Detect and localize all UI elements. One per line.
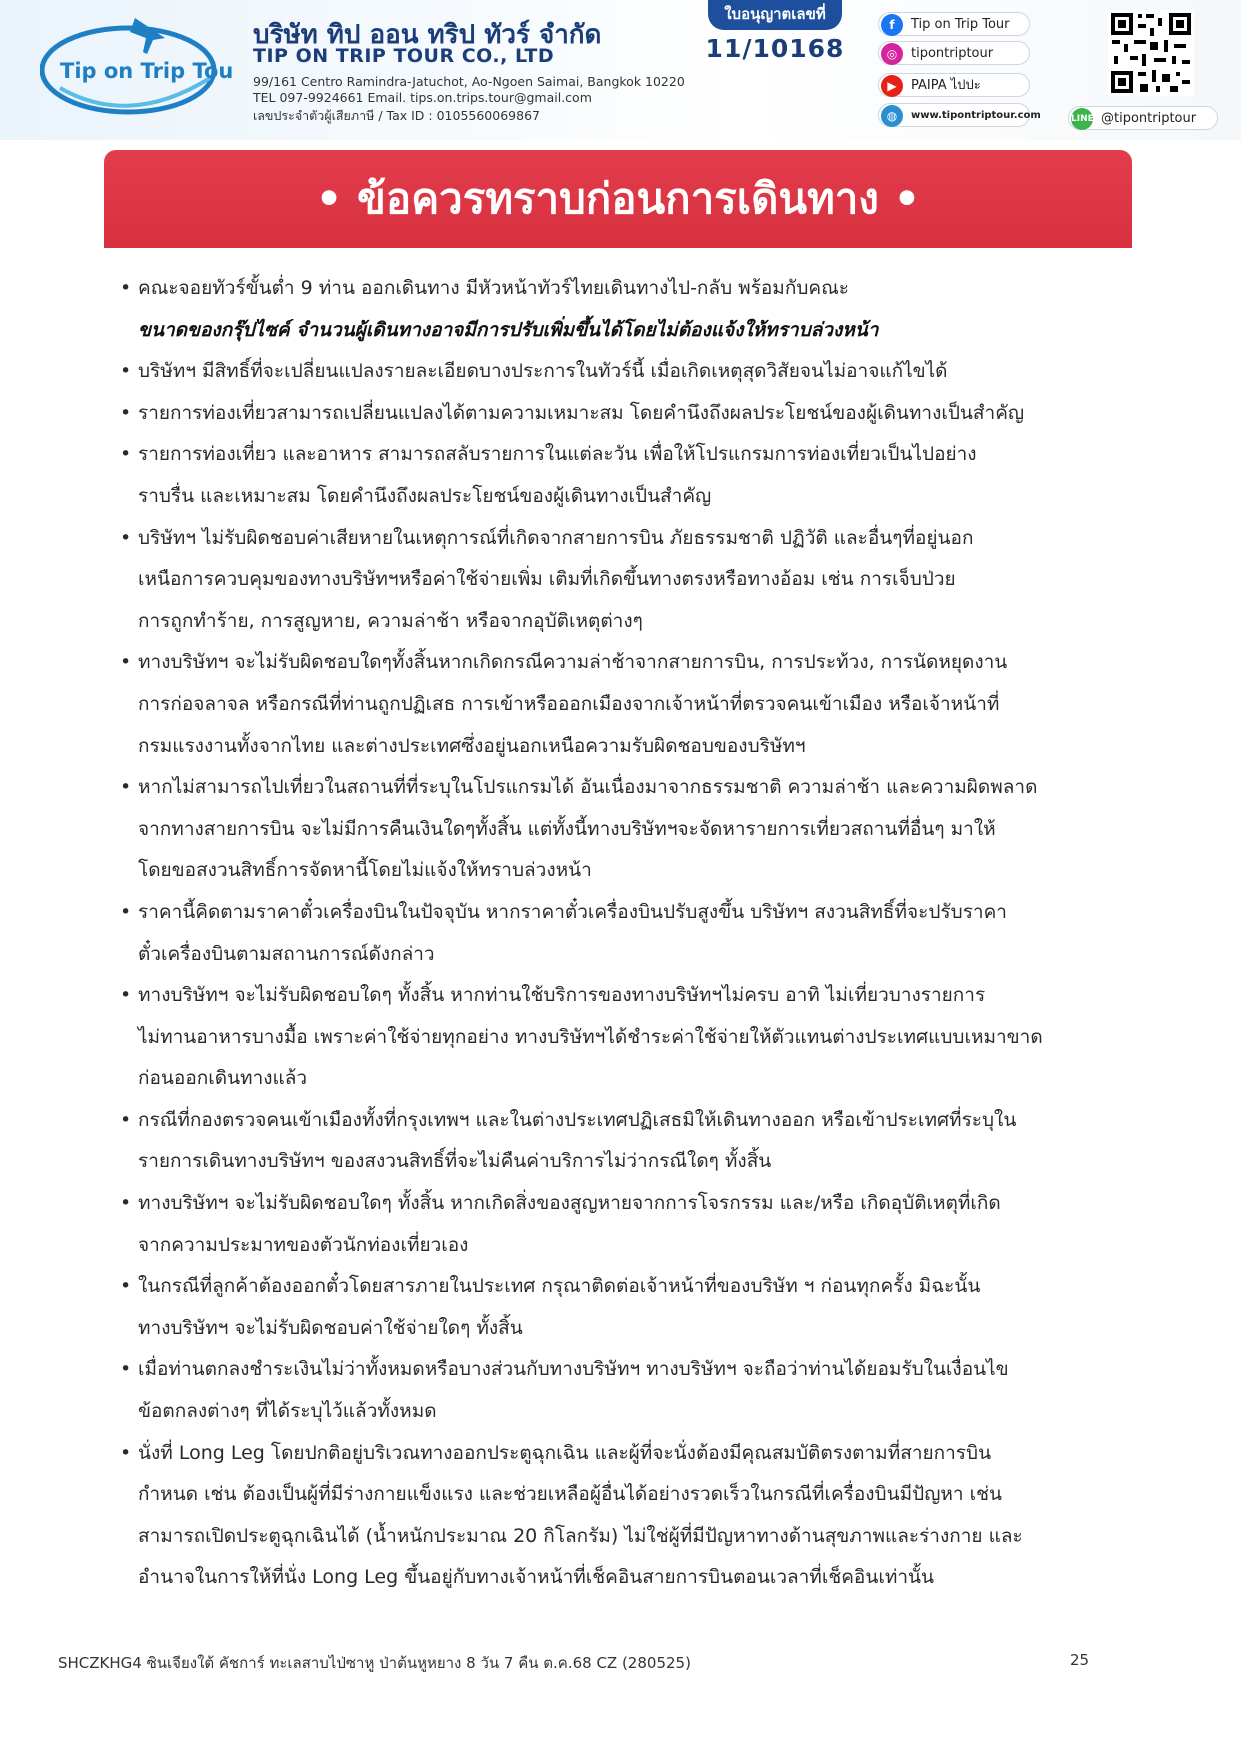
notice-line: • ทางบริษัทฯ จะไม่รับผิดชอบใดๆ ทั้งสิ้น หากเกิดสิ่งของสูญหายจากการโจรกรรม และ/หรือ เกิดอุบัติเหตุที่เกิด — [138, 1192, 1001, 1215]
instagram-icon: ◎ — [881, 43, 903, 65]
notice-line: จากความประมาทของตัวนักท่องเที่ยวเอง — [138, 1233, 469, 1256]
logo-text: Tip on Trip Tour — [60, 59, 235, 83]
notice-line: การก่อจลาจล หรือกรณีที่ท่านถูกปฏิเสธ การเข้าหรือออกเมืองจากเจ้าหน้าที่ตรวจคนเข้าเมือง หรือเจ้าหน้าที่ — [138, 692, 1000, 715]
notice-line: ก่อนออกเดินทางแล้ว — [138, 1067, 308, 1090]
notice-line: รายการเดินทางบริษัทฯ ของสงวนสิทธิ์ที่จะไม่คืนค่าบริการไม่ว่ากรณีใดๆ ทั้งสิ้น — [138, 1150, 772, 1173]
license-badge — [700, 0, 850, 62]
notice-item — [118, 975, 1128, 1100]
notice-line: • รายการท่องเที่ยวสามารถเปลี่ยนแปลงได้ตามความเหมาะสม โดยคำนึงถึงผลประโยชน์ของผู้เดินทางเป็นสำคัญ — [138, 401, 1025, 424]
license-label: ใบอนุญาตเลขที่ — [708, 0, 842, 30]
notice-item — [118, 892, 1128, 975]
page-header — [0, 0, 1241, 140]
notice-line: สามารถเปิดประตูฉุกเฉินได้ (น้ำหนักประมาณ 20 กิโลกรัม) ไม่ใช่ผู้ที่มีปัญหาทางด้านสุขภาพและร่างกาย และ — [138, 1524, 1023, 1547]
notice-line: ไม่ทานอาหารบางมื้อ เพราะค่าใช้จ่ายทุกอย่าง ทางบริษัทฯได้ชำระค่าใช้จ่ายให้ตัวแทนต่างประเทศแบบเหมาขาด — [138, 1025, 1043, 1048]
notice-line: กรมแรงงานทั้งจากไทย และต่างประเทศซึ่งอยู่นอกเหนือความรับผิดชอบของบริษัทฯ — [138, 734, 806, 757]
notice-line: • เมื่อท่านตกลงชำระเงินไม่ว่าทั้งหมดหรือบางส่วนกับทางบริษัทฯ ทางบริษัทฯ จะถือว่าท่านได้ยอมรับในเงื่อนไข — [138, 1358, 1009, 1381]
notice-line: ราบรื่น และเหมาะสม โดยคำนึงถึงผลประโยชน์ของผู้เดินทางเป็นสำคัญ — [138, 484, 712, 507]
notice-item — [118, 1100, 1128, 1183]
notice-line: ทางบริษัทฯ จะไม่รับผิดชอบค่าใช้จ่ายใดๆ ทั้งสิ้น — [138, 1316, 523, 1339]
company-contact: TEL 097-9924661 Email. tips.on.trips.tour@gmail.com — [253, 90, 592, 105]
notice-line: • บริษัทฯ ไม่รับผิดชอบค่าเสียหายในเหตุการณ์ที่เกิดจากสายการบิน ภัยธรรมชาติ ปฏิวัติ และอื่นๆที่อยู่นอก — [138, 526, 974, 549]
youtube-label: PAIPA ไปปะ — [911, 78, 981, 93]
company-address: 99/161 Centro Ramindra-Jatuchot, Ao-Ngoen Saimai, Bangkok 10220 — [253, 74, 685, 89]
page-number: 25 — [1070, 1651, 1090, 1669]
license-number: 11/10168 — [705, 34, 845, 63]
notice-item — [118, 351, 1128, 393]
company-name-english: TIP ON TRIP TOUR CO., LTD — [253, 45, 555, 67]
notice-line: • ในกรณีที่ลูกค้าต้องออกตั๋วโดยสารภายในประเทศ กรุณาติดต่อเจ้าหน้าที่ของบริษัท ฯ ก่อนทุกครั้ง มิฉะนั้น — [138, 1275, 981, 1298]
notice-item — [118, 434, 1128, 517]
company-logo — [40, 8, 235, 123]
notice-item — [118, 1266, 1128, 1349]
section-title: • ข้อควรทราบก่อนการเดินทาง • — [315, 174, 921, 223]
notice-line: • ทางบริษัทฯ จะไม่รับผิดชอบใดๆทั้งสิ้นหากเกิดกรณีความล่าช้าจากสายการบิน, การประท้วง, การนัดหยุดงาน — [138, 651, 1008, 674]
notice-item — [118, 1183, 1128, 1266]
notice-line: • นั่งที่ Long Leg โดยปกติอยู่บริเวณทางออกประตูฉุกเฉิน และผู้ที่จะนั่งต้องมีคุณสมบัติตรงตามที่สายการบิน — [138, 1441, 992, 1464]
youtube-icon: ▶ — [881, 75, 903, 97]
notice-line: เหนือการควบคุมของทางบริษัทฯหรือค่าใช้จ่ายเพิ่ม เติมที่เกิดขึ้นทางตรงหรือทางอ้อม เช่น การเจ็บป่วย — [138, 568, 956, 591]
notice-line: • ทางบริษัทฯ จะไม่รับผิดชอบใดๆ ทั้งสิ้น หากท่านใช้บริการของทางบริษัทฯไม่ครบ อาทิ ไม่เที่ยวบางรายการ — [138, 984, 986, 1007]
notice-line: โดยขอสงวนสิทธิ์การจัดหานี้โดยไม่แจ้งให้ทราบล่วงหน้า — [138, 859, 592, 882]
facebook-label: Tip on Trip Tour — [911, 17, 1010, 32]
footer-program-code: SHCZKHG4 ซินเจียงใต้ คัชการ์ ทะเลสาบไป่ซาหู ป่าต้นหูหยาง 8 วัน 7 คืน ต.ค.68 CZ (280525) — [58, 1654, 691, 1672]
notice-item — [118, 268, 1128, 351]
facebook-link[interactable] — [878, 12, 1030, 36]
notice-line: • บริษัทฯ มีสิทธิ์ที่จะเปลี่ยนแปลงรายละเอียดบางประการในทัวร์นี้ เมื่อเกิดเหตุสุดวิสัยจนไม่อาจแก้ไขได้ — [138, 360, 948, 383]
notice-item — [118, 518, 1128, 643]
notice-item — [118, 767, 1128, 892]
notice-item — [118, 642, 1128, 767]
notice-line: ตั๋วเครื่องบินตามสถานการณ์ดังกล่าว — [138, 942, 435, 965]
notice-line: • ราคานี้คิดตามราคาตั๋วเครื่องบินในปัจจุบัน หากราคาตั๋วเครื่องบินปรับสูงขึ้น บริษัทฯ สงวนสิทธิ์ที่จะปรับราคา — [138, 900, 1007, 923]
notice-line: • กรณีที่กองตรวจคนเข้าเมืองทั้งที่กรุงเทพฯ และในต่างประเทศปฏิเสธมิให้เดินทางออก หรือเข้าประเทศที่ระบุใน — [138, 1108, 1017, 1131]
company-name-thai: บริษัท ทิป ออน ทริป ทัวร์ จำกัด — [253, 20, 602, 50]
qr-code — [1108, 10, 1194, 96]
website-link[interactable] — [878, 103, 1041, 127]
facebook-icon: f — [881, 14, 903, 36]
notice-items — [118, 268, 1128, 1599]
notice-line: การถูกทำร้าย, การสูญหาย, ความล่าช้า หรือจากอุบัติเหตุต่างๆ — [138, 609, 643, 632]
group-size-note: ขนาดของกรุ๊ปไซค์ จำนวนผู้เดินทางอาจมีการปรับเพิ่มขึ้นได้โดยไม่ต้องแจ้งให้ทราบล่วงหน้า — [138, 318, 879, 341]
notice-line: อำนาจในการให้ที่นั่ง Long Leg ขึ้นอยู่กับทางเจ้าหน้าที่เช็คอินสายการบินตอนเวลาที่เช็คอินเท่านั้น — [138, 1566, 934, 1589]
notice-item — [118, 393, 1128, 435]
notice-line: จากทางสายการบิน จะไม่มีการคืนเงินใดๆทั้งสิ้น แต่ทั้งนี้ทางบริษัทฯจะจัดหารายการเที่ยวสถานที่อื่นๆ มาให้ — [138, 817, 996, 840]
notice-line: ข้อตกลงต่างๆ ที่ได้ระบุไว้แล้วทั้งหมด — [138, 1400, 437, 1423]
notice-item — [118, 1433, 1128, 1599]
notice-line: • หากไม่สามารถไปเที่ยวในสถานที่ที่ระบุในโปรแกรมได้ อันเนื่องมาจากธรรมชาติ ความล่าช้า และความผิดพลาด — [138, 776, 1038, 799]
globe-icon: ◍ — [881, 105, 903, 127]
line-link[interactable] — [1068, 106, 1218, 130]
notice-list — [118, 268, 1128, 1599]
instagram-link[interactable] — [878, 41, 1030, 65]
notice-line: • คณะจอยทัวร์ขั้นต่ำ 9 ท่าน ออกเดินทาง มีหัวหน้าทัวร์ไทยเดินทางไป-กลับ พร้อมกับคณะ — [138, 277, 849, 299]
website-label: www.tipontriptour.com — [911, 110, 1041, 121]
youtube-link[interactable] — [878, 73, 1030, 97]
company-tax-id: เลขประจำตัวผู้เสียภาษี / Tax ID : 0105560069867 — [253, 108, 540, 123]
line-icon: LINE — [1071, 108, 1093, 130]
notice-line: • รายการท่องเที่ยว และอาหาร สามารถสลับรายการในแต่ละวัน เพื่อให้โปรแกรมการท่องเที่ยวเป็นไปอย่าง — [138, 443, 977, 466]
section-banner — [104, 150, 1132, 248]
notice-item — [118, 1349, 1128, 1432]
notice-line: กำหนด เช่น ต้องเป็นผู้ที่มีร่างกายแข็งแรง และช่วยเหลือผู้อื่นได้อย่างรวดเร็วในกรณีที่เครื่องบินมีปัญหา เช่น — [138, 1483, 1002, 1506]
line-label: @tipontriptour — [1101, 111, 1197, 126]
instagram-label: tipontriptour — [911, 46, 994, 61]
